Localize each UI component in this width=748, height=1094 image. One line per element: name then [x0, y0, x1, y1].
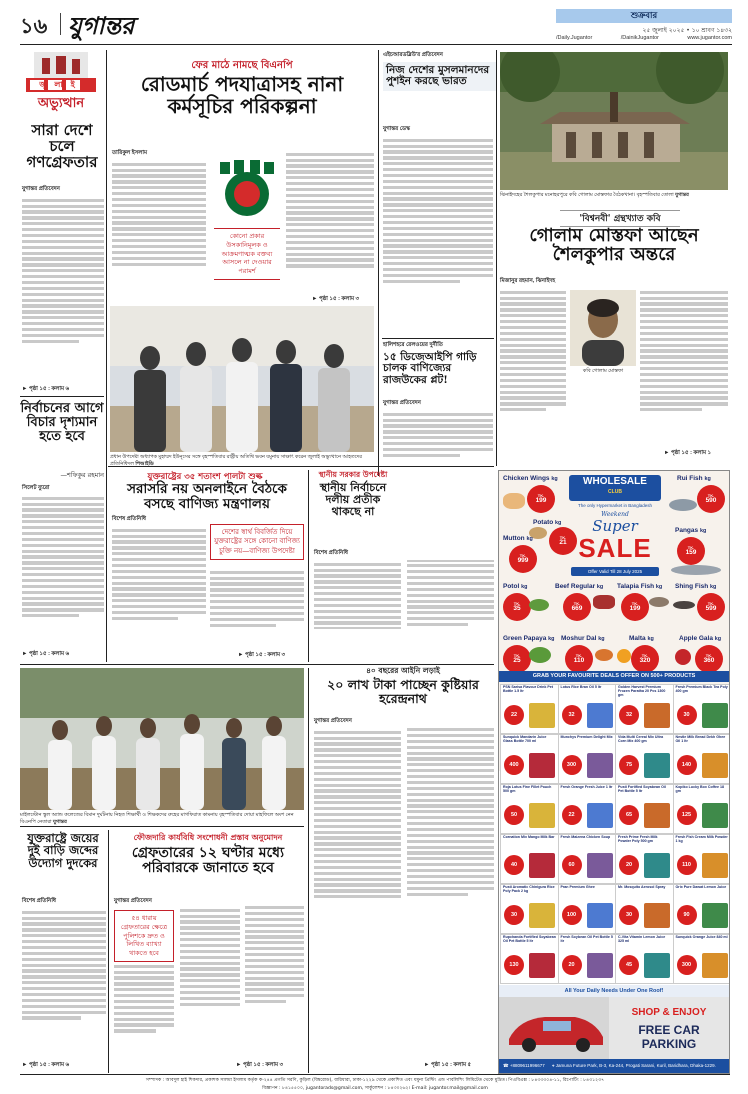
ad-product-card — [558, 734, 617, 784]
ad-item-papaya: Green Papaya kg — [503, 635, 555, 642]
facebook-link[interactable]: /Daily.Jugantor — [556, 35, 593, 41]
ad-price-chicken: TK. 199 — [527, 485, 555, 513]
ad-item-apple: Apple Gala kg — [679, 635, 722, 642]
ad-product-image — [644, 803, 670, 828]
muslims-headline: নিজ দেশের মুসলমানদের পুশইন করছে ভারত — [383, 62, 497, 91]
ad-product-price: 300 — [562, 755, 582, 775]
arrest-body-col1 — [114, 962, 174, 1058]
ad-product-card — [615, 684, 674, 734]
apple-graphic — [675, 649, 691, 665]
ad-product-image — [702, 903, 728, 928]
ad-item-beef: Beef Regular kg — [555, 583, 604, 590]
poet-headline: গোলাম মোস্তফা আছেন শৈলকুপার অন্তরে — [529, 225, 699, 266]
ad-product-image — [702, 703, 728, 728]
lead-headline: রোডমার্চ পদযাত্রাসহ নানা কর্মসূচির পরিকল্পনা — [140, 72, 344, 118]
social-links — [556, 35, 732, 41]
masthead — [20, 8, 732, 42]
ad-product-name: Pran Premium Ghee — [560, 885, 595, 889]
bnp-logo-graphic — [214, 158, 280, 224]
ad-product-card — [500, 684, 559, 734]
ad-product-card — [615, 734, 674, 784]
ad-product-card — [558, 834, 617, 884]
left-story2-cont[interactable]: ► পৃষ্ঠা ১৫ : কলাম ৬ — [22, 651, 70, 657]
ad-product-name: Fresh Premium Black Tea Poly 400 gm — [675, 685, 728, 693]
ad-price-rui: TK. 590 — [697, 485, 725, 513]
ad-product-image — [529, 803, 555, 828]
ad-price-potato: TK. 21 — [549, 527, 577, 555]
poet-house-caption: ঝিনাইদহের শৈলকুপার মনোহরপুরে কবি গোলাম মোস্তফার বৈঠকখানা। বৃহস্পতিবার তোলা যুগান্তর — [500, 192, 689, 198]
ad-price-beef: TK. 669 — [563, 593, 591, 621]
july-badge-word: অভ্যুত্থান — [37, 96, 85, 111]
poet-portrait — [570, 290, 636, 366]
papaya-graphic — [529, 647, 551, 663]
left-story2-bureau: সিলেট ব্যুরো — [22, 485, 50, 491]
ad-item-dal: Moshur Dal kg — [561, 635, 605, 642]
dal-graphic — [595, 649, 613, 661]
ad-product-card — [500, 834, 559, 884]
ad-item-shing: Shing Fish kg — [675, 583, 717, 590]
arrest-headline: গ্রেফতারের ১২ ঘণ্টার মধ্যে পরিবারকে জানাতে হবে — [131, 845, 285, 877]
ad-product-image — [702, 853, 728, 878]
poet-kicker: 'বিশ্বনবী' গ্রন্থখ্যাত কবি — [560, 210, 680, 227]
ad-product-image — [529, 853, 555, 878]
ad-product-price: 32 — [562, 705, 582, 725]
prayer-photo-credit: যুগান্তর — [53, 818, 67, 825]
ad-product-name: Kopiko Lucky Box Coffee 18 gm — [675, 785, 725, 793]
ad-product-name: C-Vita Vitamin Lemon Juice 325 ml — [618, 935, 666, 943]
muslims-kicker: এইচআরডব্লিউ'র প্রতিবেদন — [383, 52, 443, 58]
ad-product-name: Fresh Soybean Oil Pet Bottle 5 ltr — [560, 935, 613, 943]
ad-brand: WHOLESALE — [583, 476, 647, 487]
muslims-body — [383, 136, 493, 336]
ad-product-grid — [500, 684, 730, 984]
lead-kicker: ফের মাঠে নামছে বিএনপি — [191, 60, 293, 71]
ad-product-image — [587, 953, 613, 978]
ad-product-name: Sunquick Mandarin Juice Glass Bottle 700 ml — [503, 735, 547, 743]
arrest-pullquote: ৫৪ ধারায় গ্রেফতারের ক্ষেত্রে পুলিশকে দ্রুত ও লিখিত ব্যাখ্যা থাকতে হবে — [114, 910, 174, 962]
location-icon: ⌖ — [551, 1063, 555, 1068]
ad-price-apple: TK. 360 — [695, 645, 723, 673]
ad-product-card — [673, 734, 731, 784]
ad-product-image — [702, 953, 728, 978]
ad-product-name: Mr. Mosquito Aerosol Spray — [618, 885, 666, 889]
arrest-bureau: যুগান্তর প্রতিবেদন — [114, 898, 152, 904]
hospital-cont[interactable]: ► পৃষ্ঠা ১৫ : কলাম ৫ — [424, 1062, 472, 1068]
localgovt-bureau: বিশেষ প্রতিনিধি — [314, 550, 348, 556]
left-story2-byline: —শফিকুর রহমান — [60, 471, 104, 479]
ad-product-price: 45 — [619, 955, 639, 975]
wholesale-club-ad[interactable] — [498, 470, 730, 1074]
ad-roof: All Your Daily Needs Under One Roof! — [564, 988, 664, 994]
ad-product-card — [673, 684, 731, 734]
tariff-body-col2 — [210, 568, 304, 652]
ad-product-price: 100 — [562, 905, 582, 925]
ad-brand-sub: CLUB — [608, 489, 622, 495]
sylhet-bureau: বিশেষ প্রতিনিধি — [22, 898, 56, 904]
ad-product-name: Pusti Aromatic Chinigura Rice Poly Pack 2 kg — [503, 885, 555, 893]
train-bureau: যুগান্তর প্রতিবেদন — [383, 400, 421, 406]
ad-product-image — [587, 803, 613, 828]
ad-product-price: 60 — [562, 855, 582, 875]
car-graphic — [499, 997, 609, 1059]
july-badge — [20, 50, 102, 116]
page-number: ১৬ — [20, 14, 48, 38]
train-headline: ১৫ ডিজেআইপি গাড়ি চালক বাণিজ্যের রাজউকের প্লট! — [383, 351, 477, 386]
tariff-cont[interactable]: ► পৃষ্ঠা ১৫ : কলাম ৩ — [238, 652, 286, 658]
ad-product-price: 32 — [619, 705, 639, 725]
ad-price-malta: TK. 320 — [631, 645, 659, 673]
lead-body-col1 — [112, 160, 206, 295]
group-photo-caption: প্রধান উপদেষ্টা অধ্যাপক মুহাম্মদ ইউনূসের সঙ্গে বৃহস্পতিবার রাষ্ট্রীয় অতিথি ভবন যমুনায় সাক্ষাৎ করেন জুলাই অভ্যুত্থানে আহতদের প্রতিনিধিদল পিআইডি — [110, 454, 363, 467]
talapia-graphic — [649, 597, 669, 607]
ad-item-potato: Potato kg — [533, 519, 562, 526]
ad-product-image — [587, 853, 613, 878]
ad-product-price: 65 — [619, 805, 639, 825]
malta-graphic — [617, 649, 631, 663]
ad-sale: SALE — [578, 533, 652, 563]
tariff-body-col1 — [112, 526, 206, 652]
ad-phone[interactable]: +8809611996677 — [509, 1063, 545, 1068]
lead-body-col2 — [286, 150, 374, 295]
ad-product-image — [587, 703, 613, 728]
prayer-photo — [20, 668, 304, 810]
ad-product-price: 75 — [619, 755, 639, 775]
tariff-headline: সরাসরি নয় অনলাইনে বৈঠকে বসছে বাণিজ্য মন্ত্রণালয় — [127, 481, 287, 512]
ad-item-talapia: Talapia Fish kg — [617, 583, 663, 590]
ad-product-card — [558, 684, 617, 734]
ad-product-name: Cornation Mix Mango Milk Bar — [503, 835, 555, 839]
ad-product-card — [673, 934, 731, 984]
ad-product-name: Vida Multi Cereal Mix Ultra Corn Mix 400 gm — [618, 735, 664, 743]
ad-item-malta: Malta kg — [629, 635, 654, 642]
x-link[interactable]: /DainikJugantor — [620, 35, 659, 41]
ad-product-card — [673, 784, 731, 834]
ad-product-price: 30 — [677, 705, 697, 725]
ad-roof-strip — [499, 985, 729, 997]
train-body — [383, 410, 493, 474]
ad-product-name: Munchys Premium Delight Mix — [560, 735, 613, 739]
ad-product-price: 300 — [677, 955, 697, 975]
left-story2-headline: নির্বাচনের আগে বিচার দৃশ্যমান হতে হবে — [20, 401, 104, 445]
ad-product-card — [558, 934, 617, 984]
ad-product-image — [702, 803, 728, 828]
train-kicker: হালিশহরে রেলওয়ের দুর্নীতি — [383, 342, 443, 348]
group-photo — [110, 306, 374, 452]
ad-parking-line2: FREE CAR PARKING — [638, 1023, 700, 1051]
ad-product-name: Lotus Rice Bran Oil 5 ltr — [560, 685, 602, 689]
ad-tagline: The only Hypermarket in Bangladesh — [577, 503, 653, 508]
ad-parking-panel — [499, 997, 729, 1059]
ad-product-card — [500, 884, 559, 934]
ad-price-mutton: TK. 999 — [509, 545, 537, 573]
ad-product-price: 110 — [677, 855, 697, 875]
ad-product-name: Sunquick Orange Juice 840 ml — [675, 935, 728, 939]
footer-imprint: সম্পাদক : আবদুল হাই শিকদার, প্রকাশক সালমা ইসলাম কর্তৃক ক-২৪৪ প্রগতি সরণি, কুড়িল (বিশ্বরোড), বারিধারা, ঢাকা-১২২৯ থেকে প্রকাশিত এবং যমুনা প্রিন্টিং এন্ড পাবলিশিং লিমিটেড থেকে মুদ্রিত। পিএবিএক্স : ৮৪৩৩৩০৪-১১, রিপোর্টিং : ৮৪৩১২৩৭ — [145, 1078, 605, 1083]
newspaper-logo: যুগান্তর — [68, 11, 135, 40]
left-story1-cont[interactable]: ► পৃষ্ঠা ১৫ : কলাম ৬ — [22, 386, 70, 392]
left-story1-bureau: যুগান্তর প্রতিবেদন — [22, 186, 60, 192]
shing-graphic — [673, 601, 695, 609]
ad-product-name: Fresh Orange Fresh Juice 1 ltr — [560, 785, 613, 789]
ad-product-price: 22 — [562, 805, 582, 825]
sylhet-body — [22, 908, 106, 1058]
ad-product-card — [558, 784, 617, 834]
tariff-kicker: যুক্তরাষ্ট্রের ৩৫ শতাংশ পালটা শুল্ক — [147, 472, 263, 482]
group-photo-credit: পিআইডি — [135, 460, 154, 467]
july-badge-month: জুলাই — [39, 80, 83, 89]
tariff-pullquote: দেশের স্বার্থ বিবর্জিত দিয়ে যুক্তরাষ্ট্রের সঙ্গে কোনো বাণিজ্য চুক্তি নয়—বাণিজ্য উপদেষ্টা — [210, 524, 304, 560]
ad-brand-box — [569, 475, 661, 501]
ad-product-price: 40 — [504, 855, 524, 875]
ad-weekend: Weekend — [601, 511, 629, 518]
ad-product-card — [615, 884, 674, 934]
ad-product-price: 130 — [504, 955, 524, 975]
arrest-kicker: ফৌজদারি কার্যবিধি সংশোধনী প্রস্তাব অনুমোদন — [133, 832, 283, 842]
tariff-bureau: বিশেষ প্রতিনিধি — [112, 516, 146, 522]
ad-product-card — [673, 884, 731, 934]
ad-product-card — [615, 834, 674, 884]
ad-product-price: 90 — [677, 905, 697, 925]
ad-product-card — [615, 784, 674, 834]
arrest-cont[interactable]: ► পৃষ্ঠা ১৫ : কলাম ৩ — [236, 1062, 284, 1068]
ad-product-price: 400 — [504, 755, 524, 775]
left-story1-body — [22, 196, 104, 386]
ad-product-name: Roja Lotus Fine Fillet Pouch 500 gm — [503, 785, 552, 793]
ad-parking-line1: SHOP & ENJOY — [631, 1007, 707, 1018]
beef-graphic — [593, 595, 615, 609]
ad-product-card — [615, 934, 674, 984]
ad-product-price: 30 — [619, 905, 639, 925]
hospital-body — [314, 728, 494, 976]
ad-super: Super — [592, 517, 638, 535]
ad-product-price: 20 — [562, 955, 582, 975]
ad-price-talapia: TK. 199 — [621, 593, 649, 621]
ad-product-image — [644, 953, 670, 978]
ad-banner: GRAB YOUR FAVOURITE DEALS OFFER ON 500+ PRODUCTS — [499, 671, 729, 682]
ad-product-name: Nestle Milk Bread Dekh Ghee Oil 1 ltr — [675, 735, 726, 743]
ad-product-image — [702, 753, 728, 778]
ad-product-image — [529, 753, 555, 778]
ad-price-pangas: TK. 159 — [677, 537, 705, 565]
ad-product-name: Orix Pure Dawat Lemon Juice — [675, 885, 727, 889]
poet-reporter: মিজানুর রহমান, ঝিনাইদহ — [500, 278, 556, 284]
ad-item-pangas: Pangas kg — [675, 527, 707, 534]
ad-validity: Offer Valid Till 28 July 2025 — [571, 567, 659, 576]
rui-fish-graphic — [669, 499, 697, 511]
ad-price-potol: TK. 35 — [503, 593, 531, 621]
footer-contacts: বিজ্ঞাপন : ৮৪১৫৫০০, jugantorads@gmail.com, সার্কুলেশন : ৮৪৩০২৬২। E-mail: jugantor.mail@gmail.com — [262, 1086, 488, 1091]
ad-product-price: 125 — [677, 805, 697, 825]
ad-product-image — [587, 903, 613, 928]
lead-reporter: তারিকুল ইসলাম — [112, 150, 148, 156]
ad-product-card — [500, 934, 559, 984]
ad-product-card — [673, 834, 731, 884]
left-story2-body — [22, 494, 104, 652]
day-label: শুক্রবার — [556, 9, 732, 23]
poet-cont[interactable]: ► পৃষ্ঠা ১৫ : কলাম ১ — [664, 450, 712, 456]
ad-price-dal: TK. 110 — [565, 645, 593, 673]
ad-product-image — [644, 753, 670, 778]
ad-product-name: PSN Sarisa Flavour Drink Pet Bottle 1.5 ltr — [503, 685, 553, 693]
ad-item-mutton: Mutton kg — [503, 535, 533, 542]
muslims-bureau: যুগান্তর ডেস্ক — [383, 126, 410, 132]
ad-product-name: Pusti Fortified Soyabean Oil Pet Bottle 5 ltr — [618, 785, 666, 793]
poet-house-credit: যুগান্তর — [675, 192, 689, 198]
lead-cont[interactable]: ► পৃষ্ঠা ১৫ : কলাম ৩ — [312, 296, 360, 302]
ad-product-price: 20 — [619, 855, 639, 875]
ad-product-image — [644, 703, 670, 728]
prayer-photo-caption: মাইলস্টোন স্কুল অ্যান্ড কলেজের বিমান দুর্ঘটনায় নিহত শিক্ষার্থী ও শিক্ষকদের রুহের মাগফিরাত কামনায় বৃহস্পতিবার দোয়া মাহফিলে অংশ নেন বিএনপি নেতারা যুগান্তর — [20, 812, 294, 825]
potol-graphic — [529, 599, 549, 611]
ad-price-shing: TK. 599 — [697, 593, 725, 621]
sylhet-headline: যুক্তরাষ্ট্রে জয়ের দুই বাড়ি জব্দের উদ্যোগ দুদকের — [27, 831, 99, 870]
ad-product-name: Fresh Fish Cream Milk Powder 1 kg — [675, 835, 728, 843]
ad-product-card — [500, 734, 559, 784]
poet-body-col1 — [500, 288, 566, 448]
ad-product-image — [644, 903, 670, 928]
poet-portrait-caption: কবি গোলাম মোস্তফা — [582, 368, 624, 374]
website-link[interactable]: www.jugantor.com — [687, 35, 732, 41]
sylhet-cont[interactable]: ► পৃষ্ঠা ১৫ : কলাম ৬ — [22, 1062, 70, 1068]
arrest-body-col2 — [180, 906, 304, 1056]
ad-item-rui: Rui Fish kg — [677, 475, 711, 482]
ad-product-name: Golden Harvest Premium Frozen Paratha 20 Pcs 1300 gm — [618, 685, 666, 697]
localgovt-headline: স্থানীয় নির্বাচনে দলীয় প্রতীক থাকছে না — [319, 481, 387, 518]
ad-product-image — [587, 753, 613, 778]
left-story1-headline: সারা দেশে চলে গণগ্রেফতার — [26, 121, 98, 172]
ad-product-price: 140 — [677, 755, 697, 775]
ad-product-card — [558, 884, 617, 934]
chicken-graphic — [503, 493, 525, 509]
ad-product-name: Fresh Maizena Chicken Soup — [560, 835, 611, 839]
ad-product-price: 22 — [504, 705, 524, 725]
ad-product-price: 50 — [504, 805, 524, 825]
pangas-graphic — [671, 565, 721, 575]
hospital-bureau: যুগান্তর প্রতিবেদন — [314, 718, 352, 724]
localgovt-kicker: স্থানীয় সরকার উপদেষ্টা — [318, 470, 388, 479]
ad-address: Jamuna Future Park, B-3, Ka-244, Progati Sarani, Kuril, Baridhara, Dhaka-1229. — [555, 1063, 716, 1068]
ad-product-image — [529, 903, 555, 928]
phone-icon: ☎ — [503, 1063, 509, 1068]
ad-price-papaya: TK. 25 — [503, 645, 531, 673]
ad-product-name: Rupchanda Fortified Soyabean Oil Pet Bottle 5 ltr — [503, 935, 556, 943]
ad-product-price: 30 — [504, 905, 524, 925]
hospital-kicker: ৪০ বছরের আইনি লড়াই — [366, 666, 440, 675]
ad-product-name: Fresh Prime Fresh Milk Powder Poly 500 gm — [618, 835, 658, 843]
localgovt-body — [314, 560, 494, 660]
poet-house-photo — [500, 52, 728, 190]
ad-item-potol: Potol kg — [503, 583, 528, 590]
ad-product-image — [529, 703, 555, 728]
date-label: ২৫ জুলাই ২০২৫ • ১০ শ্রাবণ ১৪৩২ — [642, 27, 732, 34]
hospital-headline: ২০ লাখ টাকা পাচ্ছেন কুষ্টিয়ার হরেন্দ্রনাথ — [327, 677, 479, 706]
poet-body-col2 — [640, 288, 728, 448]
ad-product-image — [644, 853, 670, 878]
ad-contact-bar — [499, 1059, 729, 1073]
ad-item-chicken: Chicken Wings kg — [503, 475, 558, 482]
ad-product-image — [529, 953, 555, 978]
ad-product-card — [500, 784, 559, 834]
lead-pullquote: কোনো প্রকার উসকানিমূলক ও আক্রমণাত্মক বক্তব্য আসলে না দেওয়ার পরামর্শ — [214, 228, 280, 280]
